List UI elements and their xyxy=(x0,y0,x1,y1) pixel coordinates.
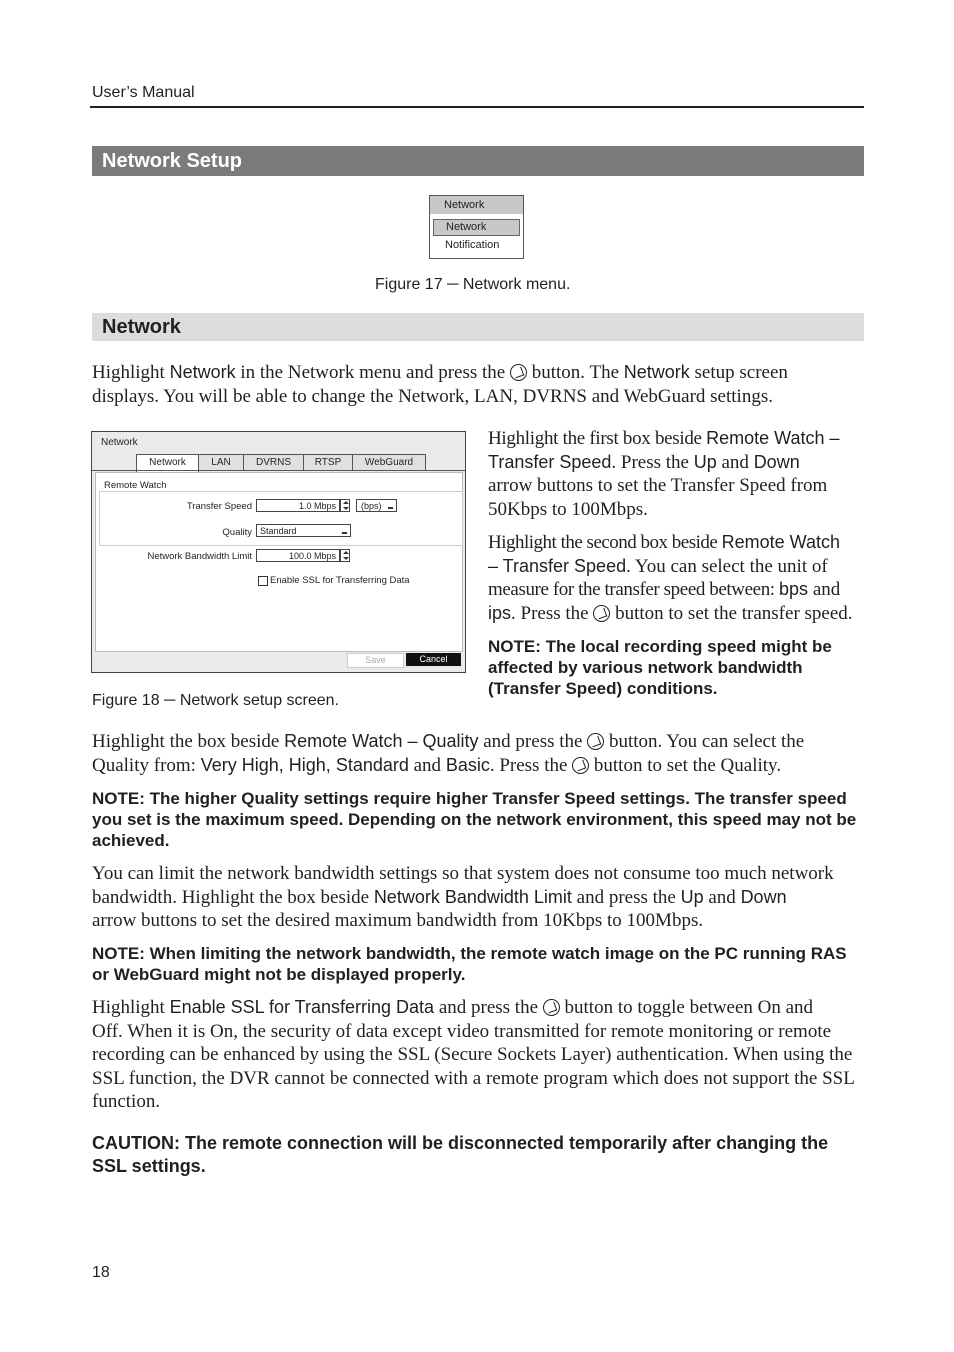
figure18-caption: Figure 18 ─ Network setup screen. xyxy=(92,692,339,709)
transfer-unit-paragraph: Highlight the second box beside Remote Watch – Transfer Speed. You can select the unit of measure for the transfer speed between: bps and ips. Press the button to set the transfer speed. xyxy=(488,532,853,624)
menu-item-notification[interactable]: Notification xyxy=(445,239,500,251)
remote-watch-label: Remote Watch xyxy=(104,480,167,491)
quality-label: Quality xyxy=(222,527,252,538)
transfer-speed-field[interactable]: 1.0 Mbps xyxy=(256,499,340,512)
ssl-checkbox-label: Enable SSL for Transferring Data xyxy=(270,575,410,586)
bandwidth-limit-spinner[interactable] xyxy=(340,549,350,562)
quality-value: Standard xyxy=(260,526,297,536)
enter-button-icon xyxy=(510,364,527,381)
tab-rtsp[interactable]: RTSP xyxy=(303,454,353,471)
ssl-checkbox[interactable] xyxy=(258,576,268,586)
header-rule xyxy=(90,106,864,108)
network-menu-figure xyxy=(429,195,524,259)
figure17-caption: Figure 17 ─ Network menu. xyxy=(375,276,571,293)
intro-paragraph: Highlight Network in the Network menu and press the button. The Network setup screen displays. You will be able to change the Network, LAN, DVRNS and WebGuard settings. xyxy=(92,362,788,407)
transfer-speed-paragraph: Highlight the first box beside Remote Watch – Transfer Speed. Press the Up and Down arrow buttons to set the Transfer Speed from 50Kbps to 100Mbps. xyxy=(488,428,840,520)
speed-unit-value: (bps) xyxy=(361,501,382,511)
transfer-speed-label: Transfer Speed xyxy=(186,501,252,512)
chevron-down-icon xyxy=(342,531,347,534)
section-title: Network Setup xyxy=(92,146,864,176)
tab-lan[interactable]: LAN xyxy=(198,454,244,471)
bandwidth-limit-field[interactable]: 100.0 Mbps xyxy=(256,549,340,562)
transfer-speed-spinner[interactable] xyxy=(340,499,350,512)
running-header: User’s Manual xyxy=(92,84,195,101)
ssl-paragraph: Highlight Enable SSL for Transferring Data and press the button to toggle between On and Off. When it is On, the security of data except video transmitted for remote monitoring or remote recording can be enhanced by using the SSL (Secure Sockets Layer) authentication. When using the SSL function, the DVR cannot be connected with a remote program which does not support the SSL function. xyxy=(92,997,855,1112)
save-button[interactable]: Save xyxy=(347,653,404,668)
enter-button-icon xyxy=(572,757,589,774)
tab-webguard[interactable]: WebGuard xyxy=(352,454,426,471)
enter-button-icon xyxy=(543,999,560,1016)
network-setup-screen xyxy=(91,431,466,673)
speed-unit-select[interactable] xyxy=(356,499,397,512)
tab-network[interactable]: Network xyxy=(136,454,199,472)
chevron-down-icon xyxy=(388,506,393,509)
quality-select[interactable] xyxy=(256,524,351,537)
menu-item-network[interactable]: Network xyxy=(433,219,520,236)
setup-title: Network xyxy=(101,437,138,448)
menu-title: Network xyxy=(430,196,523,214)
subsection-title: Network xyxy=(92,313,864,341)
quality-paragraph: Highlight the box beside Remote Watch – Quality and press the button. You can select the Quality from: Very High, High, Standard and Basic. Press the button to set the Quality. xyxy=(92,731,805,776)
tab-divider xyxy=(92,470,465,471)
cancel-button[interactable]: Cancel xyxy=(406,653,461,666)
bandwidth-limit-label: Network Bandwidth Limit xyxy=(147,551,252,562)
note-quality: NOTE: The higher Quality settings require higher Transfer Speed settings. The transfer speed you set is the maximum speed. Depending on the network environment, this speed may not be achieved. xyxy=(92,789,857,850)
note-recording-speed: NOTE: The local recording speed might be affected by various network bandwidth (Transfer Speed) conditions. xyxy=(488,637,832,698)
tab-dvrns[interactable]: DVRNS xyxy=(243,454,304,471)
caution-ssl: CAUTION: The remote connection will be disconnected temporarily after changing the SSL settings. xyxy=(92,1133,829,1176)
note-bandwidth: NOTE: When limiting the network bandwidth, the remote watch image on the PC running RAS or WebGuard might not be displayed properly. xyxy=(92,944,847,984)
bandwidth-paragraph: You can limit the network bandwidth settings so that system does not consume too much network bandwidth. Highlight the box beside Network Bandwidth Limit and press the Up and Down arrow buttons to set the desired maximum bandwidth from 10Kbps to 100Mbps. xyxy=(92,863,834,931)
enter-button-icon xyxy=(593,605,610,622)
enter-button-icon xyxy=(587,733,604,750)
page-number: 18 xyxy=(92,1264,110,1281)
